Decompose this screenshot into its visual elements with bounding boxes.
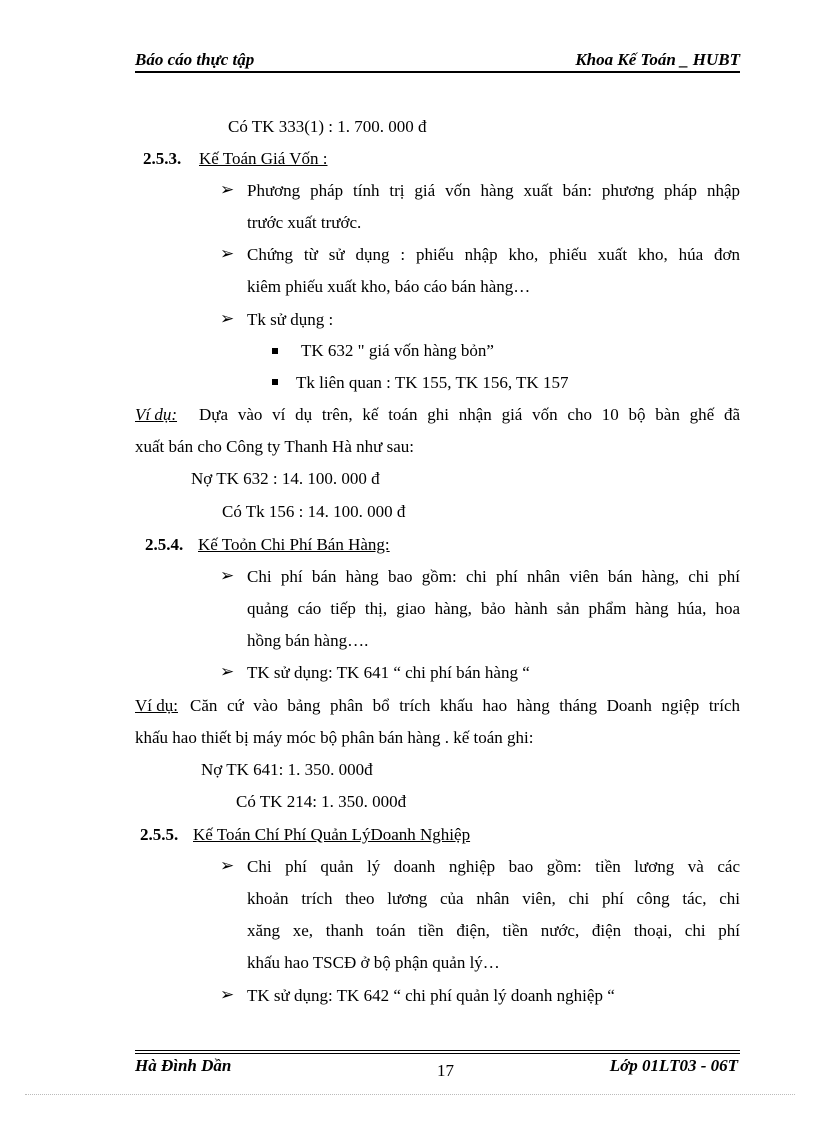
arrow-bullet-icon: ➢ [220, 309, 235, 328]
header-right-title: Khoa Kế Toán _ HUBT [575, 50, 740, 69]
example-1-line-2: xuất bán cho Công ty Thanh Hà như sau: [135, 437, 414, 456]
bullet-5: TK sử dụng: TK 641 “ chi phí bán hàng “ [247, 663, 530, 682]
example-1-line-1: Dựa vào ví dụ trên, kế toán ghi nhận giá vốn cho 10 bộ bàn ghế đã [199, 405, 740, 424]
footer-author: Hà Đình Dần [135, 1056, 232, 1075]
bullet-7: TK sử dụng: TK 642 “ chi phí quản lý doanh nghiệp “ [247, 986, 615, 1005]
bullet-3: Tk sử dụng : [247, 310, 334, 329]
section-2-5-3-title: Kế Toán Giá Vốn : [199, 149, 328, 168]
page-bottom-dotted-border [25, 1094, 795, 1095]
example-2-line-2: khấu hao thiết bị máy móc bộ phân bán hàng . kế toán ghi: [135, 728, 534, 747]
sub-bullet-2: Tk liên quan : TK 155, TK 156, TK 157 [296, 373, 569, 392]
example-1-debit: Nợ TK 632 : 14. 100. 000 đ [191, 469, 380, 488]
footer-class: Lớp 01LT03 - 06T [609, 1056, 738, 1075]
bullet-6-line-3: xăng xe, thanh toán tiền điện, tiền nước, điện thoại, chi phí [247, 921, 740, 940]
bullet-2-line-1: Chứng từ sử dụng : phiếu nhập kho, phiếu xuất kho, húa đơn [247, 245, 740, 264]
header-rule [135, 71, 740, 73]
arrow-bullet-icon: ➢ [220, 180, 235, 199]
example-2-credit: Có TK 214: 1. 350. 000đ [236, 792, 407, 811]
example-1-credit: Có Tk 156 : 14. 100. 000 đ [222, 502, 406, 521]
arrow-bullet-icon: ➢ [220, 566, 235, 585]
bullet-1-line-1: Phương pháp tính trị giá vốn hàng xuất bán: phương pháp nhập [247, 181, 740, 200]
page-number: 17 [437, 1061, 454, 1080]
section-2-5-5-number: 2.5.5. [140, 825, 179, 844]
arrow-bullet-icon: ➢ [220, 985, 235, 1004]
section-2-5-5-title: Kế Toán Chí Phí Quản LýDoanh Nghiệp [193, 825, 471, 844]
example-2-label: Ví dụ: [135, 696, 178, 715]
arrow-bullet-icon: ➢ [220, 662, 235, 681]
arrow-bullet-icon: ➢ [220, 856, 235, 875]
example-2-debit: Nợ TK 641: 1. 350. 000đ [201, 760, 373, 779]
square-bullet-icon [272, 379, 278, 385]
bullet-1-line-2: trước xuất trước. [247, 213, 362, 232]
footer-rule-top [135, 1050, 740, 1051]
bullet-6-line-2: khoản trích theo lương của nhân viên, chi phí công tác, chi [247, 889, 740, 908]
section-2-5-3-number: 2.5.3. [143, 149, 182, 168]
example-2-line-1: Căn cứ vào bảng phân bổ trích khấu hao hàng tháng Doanh ngiệp trích [190, 696, 740, 715]
section-2-5-4-title: Kế Toỏn Chi Phí Bán Hàng: [198, 535, 390, 554]
header-left-title: Báo cáo thực tập [135, 50, 255, 69]
footer-rule-bottom [135, 1053, 740, 1054]
entry-credit-333: Có TK 333(1) : 1. 700. 000 đ [228, 117, 427, 136]
bullet-4-line-1: Chi phí bán hàng bao gồm: chi phí nhân viên bán hàng, chi phí [247, 567, 740, 586]
bullet-2-line-2: kiêm phiếu xuất kho, báo cáo bán hàng… [247, 277, 531, 296]
bullet-4-line-3: hồng bán hàng…. [247, 631, 369, 650]
square-bullet-icon [272, 348, 278, 354]
arrow-bullet-icon: ➢ [220, 244, 235, 263]
bullet-6-line-4: khấu hao TSCĐ ở bộ phận quản lý… [247, 953, 500, 972]
example-1-label: Ví dụ: [135, 405, 178, 424]
bullet-6-line-1: Chi phí quản lý doanh nghiệp bao gồm: tiền lương và các [247, 857, 740, 876]
section-2-5-4-number: 2.5.4. [145, 535, 184, 554]
sub-bullet-1: TK 632 " giá vốn hàng bỏn” [301, 341, 494, 360]
bullet-4-line-2: quảng cáo tiếp thị, giao hàng, bảo hành sản phẩm hàng húa, hoa [247, 599, 740, 618]
